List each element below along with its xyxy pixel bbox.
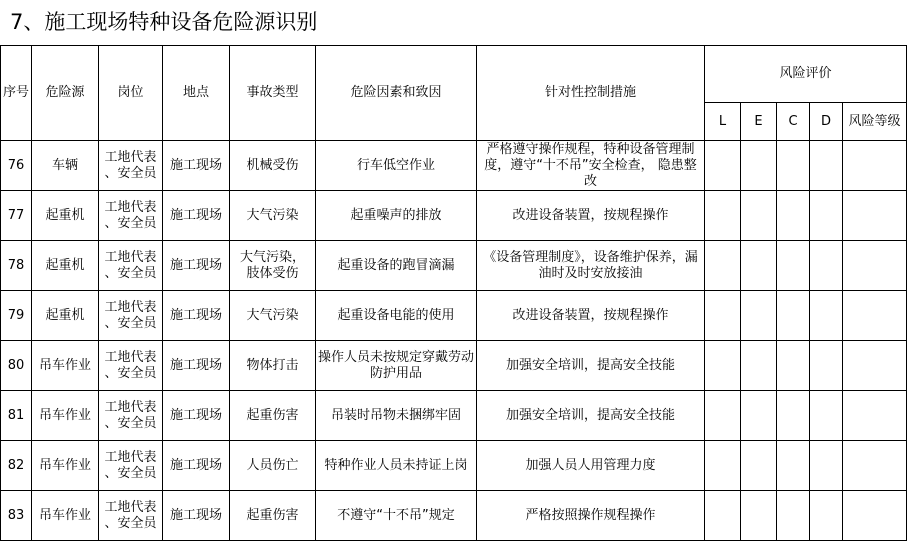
cell-accident xyxy=(230,491,316,541)
header-measures: 针对性控制措施 xyxy=(477,46,705,141)
cell-post xyxy=(99,341,163,391)
cell-accident xyxy=(230,141,316,191)
header-location: 地点 xyxy=(163,46,230,141)
table-row xyxy=(1,141,907,191)
cell-c xyxy=(777,391,810,441)
cell-measure: 加强安全培训，提高安全技能 xyxy=(477,391,705,441)
table-row xyxy=(1,241,907,291)
cell-location: 施工现场 xyxy=(163,341,230,391)
cell-seq: 83 xyxy=(1,491,32,541)
cell-post xyxy=(99,191,163,241)
header-risk-level: 风险等级 xyxy=(843,103,907,141)
cell-c xyxy=(777,291,810,341)
table-row xyxy=(1,191,907,241)
cell-seq: 76 xyxy=(1,141,32,191)
accident-line-1: 大气污染 xyxy=(246,207,299,223)
cell-hazard: 起重机 xyxy=(32,241,99,291)
cell-e xyxy=(741,291,777,341)
cell-e xyxy=(741,341,777,391)
cell-risk-level xyxy=(843,241,907,291)
cell-measure: 加强安全培训，提高安全技能 xyxy=(477,341,705,391)
cell-e xyxy=(741,391,777,441)
table-row xyxy=(1,391,907,441)
header-seq: 序号 xyxy=(1,46,32,141)
cell-post xyxy=(99,391,163,441)
accident-line-1: 大气污染， xyxy=(239,249,305,265)
cell-location: 施工现场 xyxy=(163,491,230,541)
cell-d xyxy=(810,241,843,291)
cell-risk-level xyxy=(843,341,907,391)
cell-seq: 81 xyxy=(1,391,32,441)
cell-accident xyxy=(230,191,316,241)
cell-post xyxy=(99,291,163,341)
cell-c xyxy=(777,441,810,491)
cell-hazard: 吊车作业 xyxy=(32,341,99,391)
cell-l xyxy=(705,341,741,391)
cell-c xyxy=(777,341,810,391)
cell-l xyxy=(705,241,741,291)
cell-hazard: 吊车作业 xyxy=(32,491,99,541)
cell-risk-level xyxy=(843,291,907,341)
cell-e xyxy=(741,491,777,541)
cell-e xyxy=(741,241,777,291)
post-line-1: 工地代表 xyxy=(104,249,157,265)
cell-post xyxy=(99,491,163,541)
post-line-2: 、安全员 xyxy=(104,365,157,381)
post-line-2: 、安全员 xyxy=(104,165,157,181)
cell-location: 施工现场 xyxy=(163,391,230,441)
post-line-2: 、安全员 xyxy=(104,465,157,481)
post-line-1: 工地代表 xyxy=(104,149,157,165)
cell-factor: 行车低空作业 xyxy=(316,141,477,191)
accident-line-1: 物体打击 xyxy=(246,357,299,373)
cell-c xyxy=(777,141,810,191)
header-accident-type: 事故类型 xyxy=(230,46,316,141)
accident-line-1: 人员伤亡 xyxy=(246,457,299,473)
cell-factor: 特种作业人员未持证上岗 xyxy=(316,441,477,491)
cell-seq: 79 xyxy=(1,291,32,341)
cell-accident xyxy=(230,341,316,391)
cell-post xyxy=(99,141,163,191)
header-hazard: 危险源 xyxy=(32,46,99,141)
post-line-2: 、安全员 xyxy=(104,415,157,431)
cell-accident xyxy=(230,441,316,491)
cell-seq: 78 xyxy=(1,241,32,291)
cell-risk-level xyxy=(843,191,907,241)
cell-post xyxy=(99,441,163,491)
cell-l xyxy=(705,441,741,491)
cell-hazard: 起重机 xyxy=(32,291,99,341)
cell-factor: 起重噪声的排放 xyxy=(316,191,477,241)
header-c: C xyxy=(777,103,810,141)
cell-measure: 《设备管理制度》，设备维护保养，漏油时及时安放接油 xyxy=(477,241,705,291)
cell-l xyxy=(705,391,741,441)
cell-l xyxy=(705,141,741,191)
cell-hazard: 起重机 xyxy=(32,191,99,241)
cell-location: 施工现场 xyxy=(163,241,230,291)
cell-post xyxy=(99,241,163,291)
cell-location: 施工现场 xyxy=(163,441,230,491)
cell-factor: 起重设备电能的使用 xyxy=(316,291,477,341)
accident-line-1: 机械受伤 xyxy=(246,157,299,173)
cell-factor: 不遵守“十不吊”规定 xyxy=(316,491,477,541)
cell-e xyxy=(741,191,777,241)
cell-seq: 82 xyxy=(1,441,32,491)
header-post: 岗位 xyxy=(99,46,163,141)
post-line-2: 、安全员 xyxy=(104,515,157,531)
header-row-top xyxy=(1,46,907,103)
cell-hazard: 吊车作业 xyxy=(32,391,99,441)
cell-risk-level xyxy=(843,141,907,191)
cell-risk-level xyxy=(843,441,907,491)
post-line-1: 工地代表 xyxy=(104,199,157,215)
cell-seq: 80 xyxy=(1,341,32,391)
table-row xyxy=(1,291,907,341)
cell-c xyxy=(777,491,810,541)
header-e: E xyxy=(741,103,777,141)
post-line-2: 、安全员 xyxy=(104,215,157,231)
accident-line-1: 起重伤害 xyxy=(246,507,299,523)
post-line-1: 工地代表 xyxy=(104,399,157,415)
cell-location: 施工现场 xyxy=(163,291,230,341)
cell-hazard: 车辆 xyxy=(32,141,99,191)
cell-d xyxy=(810,291,843,341)
cell-d xyxy=(810,141,843,191)
cell-d xyxy=(810,391,843,441)
cell-location: 施工现场 xyxy=(163,191,230,241)
table-row xyxy=(1,491,907,541)
post-line-1: 工地代表 xyxy=(104,499,157,515)
cell-accident xyxy=(230,291,316,341)
cell-risk-level xyxy=(843,491,907,541)
cell-measure: 加强人员人用管理力度 xyxy=(477,441,705,491)
cell-d xyxy=(810,441,843,491)
cell-measure: 改进设备装置，按规程操作 xyxy=(477,291,705,341)
page-title: 7、施工现场特种设备危险源识别 xyxy=(10,10,318,34)
header-risk-eval: 风险评价 xyxy=(705,46,907,103)
cell-e xyxy=(741,141,777,191)
cell-l xyxy=(705,291,741,341)
cell-factor: 操作人员未按规定穿戴劳动防护用品 xyxy=(316,341,477,391)
table-row xyxy=(1,441,907,491)
cell-d xyxy=(810,491,843,541)
cell-factor: 起重设备的跑冒滴漏 xyxy=(316,241,477,291)
post-line-2: 、安全员 xyxy=(104,265,157,281)
cell-e xyxy=(741,441,777,491)
cell-seq: 77 xyxy=(1,191,32,241)
table-row xyxy=(1,341,907,391)
accident-line-2: 肢体受伤 xyxy=(246,265,299,281)
cell-factor: 吊装时吊物未捆绑牢固 xyxy=(316,391,477,441)
cell-risk-level xyxy=(843,391,907,441)
cell-l xyxy=(705,191,741,241)
accident-line-1: 大气污染 xyxy=(246,307,299,323)
header-d: D xyxy=(810,103,843,141)
header-factors: 危险因素和致因 xyxy=(316,46,477,141)
post-line-1: 工地代表 xyxy=(104,449,157,465)
post-line-1: 工地代表 xyxy=(104,349,157,365)
cell-accident xyxy=(230,391,316,441)
cell-measure: 严格按照操作规程操作 xyxy=(477,491,705,541)
cell-location: 施工现场 xyxy=(163,141,230,191)
cell-c xyxy=(777,241,810,291)
post-line-2: 、安全员 xyxy=(104,315,157,331)
header-l: L xyxy=(705,103,741,141)
cell-measure: 改进设备装置，按规程操作 xyxy=(477,191,705,241)
cell-hazard: 吊车作业 xyxy=(32,441,99,491)
cell-d xyxy=(810,191,843,241)
cell-c xyxy=(777,191,810,241)
hazard-table xyxy=(0,45,907,541)
cell-l xyxy=(705,491,741,541)
cell-measure: 严格遵守操作规程，特种设备管理制度，遵守“十不吊”安全检查， 隐患整改 xyxy=(477,141,705,191)
cell-d xyxy=(810,341,843,391)
accident-line-1: 起重伤害 xyxy=(246,407,299,423)
cell-accident xyxy=(230,241,316,291)
post-line-1: 工地代表 xyxy=(104,299,157,315)
